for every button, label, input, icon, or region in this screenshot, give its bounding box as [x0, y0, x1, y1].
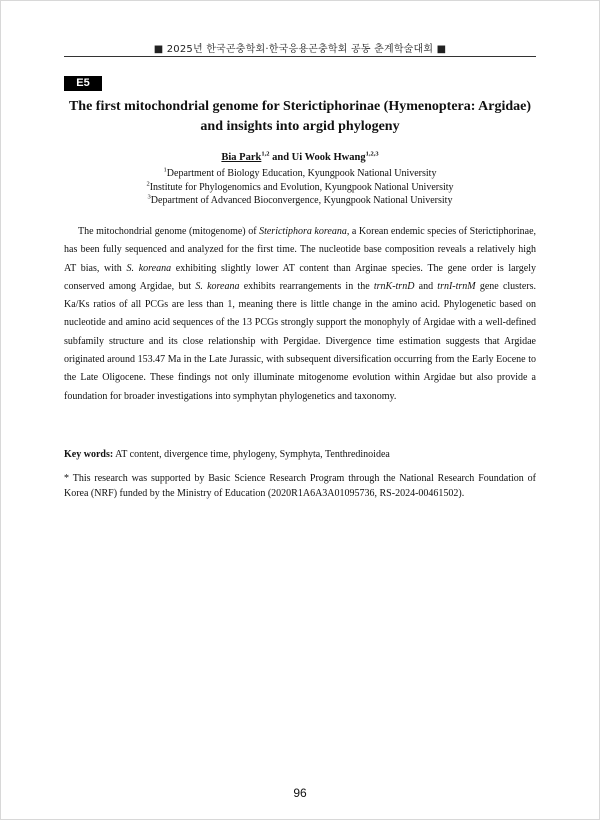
- abstract-text: exhibits rearrangements in the: [239, 280, 374, 292]
- keywords-text: AT content, divergence time, phylogeny, Symphyta, Tenthredinoidea: [113, 449, 390, 460]
- affiliation-2: [64, 181, 536, 195]
- paper-title: [50, 97, 550, 137]
- author-2-name: Ui Wook Hwang: [291, 152, 366, 163]
- abstract-text: and: [414, 280, 438, 292]
- species-name: Sterictiphora koreana: [259, 226, 347, 237]
- abstract-body: [64, 223, 536, 406]
- affiliation-2-text: Institute for Phylogenomics and Evolution, Kyungpook National University: [149, 181, 454, 193]
- abstract-text: exhibiting slightly lower AT content than Arginae species. The gene order is largely conserved among Argidae, but: [64, 262, 536, 292]
- affiliation-3-num: 3: [147, 193, 151, 201]
- author-1-affil: 1,2: [261, 150, 270, 158]
- header-rule: [64, 56, 536, 57]
- page-number: 96: [293, 786, 307, 800]
- funding-note: * This research was supported by Basic Science Research Program through the National Research Foundation of Korea (NRF) funded by the Ministry of Education (2020R1A6A3A01095736, RS-2024-00461502).: [64, 473, 536, 499]
- gene-name: trnK-trnD: [373, 280, 415, 292]
- affiliations: [64, 167, 536, 208]
- title-line-2: and insights into argid phylogeny: [200, 119, 400, 134]
- affiliation-3: [64, 194, 536, 208]
- keywords-label: Key words:: [64, 449, 114, 460]
- session-badge: E5: [64, 76, 102, 91]
- affiliation-1-text: Department of Biology Education, Kyungpook National University: [166, 168, 437, 179]
- keywords: [64, 448, 536, 462]
- author-2-affil: 1,2,3: [365, 150, 379, 158]
- author-line: [64, 152, 536, 163]
- conference-header: ■ 2025년 한국곤충학회·한국응용곤충학회 공동 춘계학술대회 ■: [153, 44, 447, 55]
- author-separator: and: [269, 152, 292, 163]
- affiliation-1: [64, 167, 536, 181]
- affiliation-2-num: 2: [146, 180, 150, 188]
- abstract-text: , a Korean endemic species of Sterictiphorinae, has been fully sequenced and analyzed for the first time. The nucleotide base composition reveals a relatively high AT bias, with: [64, 226, 537, 274]
- species-name: S. koreana: [195, 280, 240, 292]
- title-line-1: The first mitochondrial genome for Sterictiphorinae (Hymenoptera: Argidae): [68, 99, 532, 114]
- species-name: S. koreana: [126, 262, 172, 274]
- gene-name: trnI-trnM: [437, 280, 476, 292]
- author-1-name: Bia Park: [221, 152, 262, 163]
- abstract-text: The mitochondrial genome (mitogenome) of: [78, 226, 260, 237]
- affiliation-3-text: Department of Advanced Bioconvergence, Kyungpook National University: [150, 195, 453, 206]
- affiliation-1-num: 1: [163, 166, 167, 174]
- abstract-text: gene clusters. Ka/Ks ratios of all PCGs are less than 1, meaning there is little change in the amino acid. Phylogenetic based on nucleotide and amino acid sequences of the 13 PCGs strongly support the monophyly of Argidae with a well-defined subfamily structure and its close relationship with Pergidae. Divergence time estimation suggests that Argidae originated around 153.47 Ma in the Late Jurassic, with subsequent diversification occurring from the Early Eocene to the Late Oligocene. These findings not only illuminate mitogenome evolution within Argidae but also provide a foundation for broader investigations into symphytan phylogenetics and taxonomy.: [64, 280, 536, 402]
